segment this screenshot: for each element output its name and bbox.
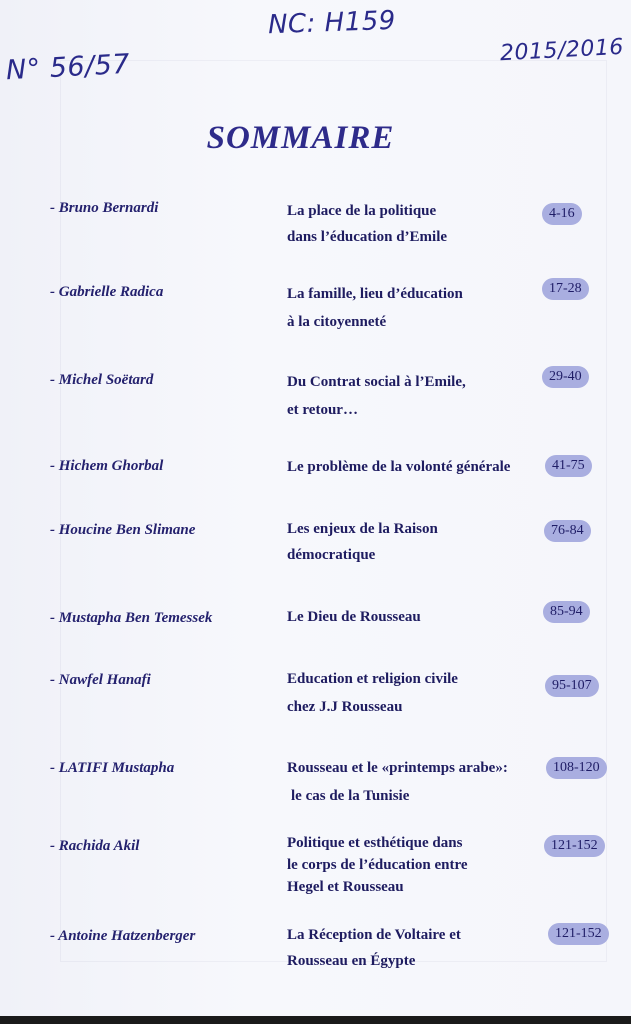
handwritten-reference: NC: H159 (267, 5, 397, 41)
toc-page-range-badge: 29-40 (542, 366, 589, 388)
toc-author: - Michel Soëtard (50, 372, 154, 388)
toc-article-title (287, 516, 527, 568)
toc-title-line: chez J.J Rousseau (287, 699, 403, 715)
toc-author: - Houcine Ben Slimane (50, 522, 196, 538)
toc-title-line: La place de la politique (287, 203, 437, 219)
toc-author: - Hichem Ghorbal (50, 458, 164, 474)
toc-page-range-badge: 17-28 (542, 278, 589, 300)
page-title-text: SOMMAIRE (206, 120, 395, 156)
toc-title-line: Rousseau en Égypte (287, 953, 416, 969)
toc-page-range-badge: 76-84 (544, 520, 591, 542)
toc-title-line: Hegel et Rousseau (287, 879, 404, 895)
toc-title-line: Le Dieu de Rousseau (287, 609, 421, 625)
toc-page-range-badge: 85-94 (543, 601, 590, 623)
toc-title-line: La Réception de Voltaire et (287, 927, 461, 943)
handwritten-year: 2015/2016 (499, 34, 625, 67)
page-title (0, 120, 631, 157)
toc-article-title (287, 922, 527, 974)
toc-title-line: et retour… (287, 402, 358, 418)
toc-article-title (287, 604, 527, 630)
toc-author: - Nawfel Hanafi (50, 672, 151, 688)
toc-article-title (287, 198, 527, 250)
toc-article-title (287, 280, 527, 336)
toc-title-line: démocratique (287, 547, 376, 563)
toc-title-line: Rousseau et le «printemps arabe»: (287, 760, 508, 776)
toc-author: - Antoine Hatzenberger (50, 928, 196, 944)
toc-title-line: le cas de la Tunisie (291, 788, 410, 804)
toc-author: - Bruno Bernardi (50, 200, 159, 216)
toc-title-line: Du Contrat social à l’Emile, (287, 374, 466, 390)
toc-article-title (287, 368, 527, 424)
toc-title-line: La famille, lieu d’éducation (287, 286, 463, 302)
toc-title-line: Les enjeux de la Raison (287, 521, 438, 537)
toc-page-range-badge: 121-152 (544, 835, 605, 857)
toc-page-range-badge: 121-152 (548, 923, 609, 945)
toc-title-line: à la citoyenneté (287, 314, 387, 330)
toc-article-title (287, 832, 527, 898)
toc-title-line: dans l’éducation d’Emile (287, 229, 448, 245)
show-through-frame (60, 60, 607, 962)
toc-author: - Gabrielle Radica (50, 284, 164, 300)
toc-author: - Rachida Akil (50, 838, 140, 854)
toc-page-range-badge: 95-107 (545, 675, 599, 697)
toc-title-line: le corps de l’éducation entre (287, 857, 468, 873)
handwritten-issue-number: N° 56/57 (5, 48, 131, 87)
toc-page-range-badge: 4-16 (542, 203, 582, 225)
toc-title-line: Politique et esthétique dans (287, 835, 463, 851)
toc-article-title (287, 754, 539, 810)
toc-page-range-badge: 108-120 (546, 757, 607, 779)
scan-bottom-edge (0, 1016, 631, 1024)
toc-article-title (287, 454, 547, 480)
toc-title-line: Education et religion civile (287, 671, 458, 687)
toc-author: - Mustapha Ben Temessek (50, 610, 213, 626)
toc-article-title (287, 665, 527, 721)
toc-author: - LATIFI Mustapha (50, 760, 175, 776)
toc-title-line: Le problème de la volonté générale (287, 459, 511, 475)
toc-page-range-badge: 41-75 (545, 455, 592, 477)
